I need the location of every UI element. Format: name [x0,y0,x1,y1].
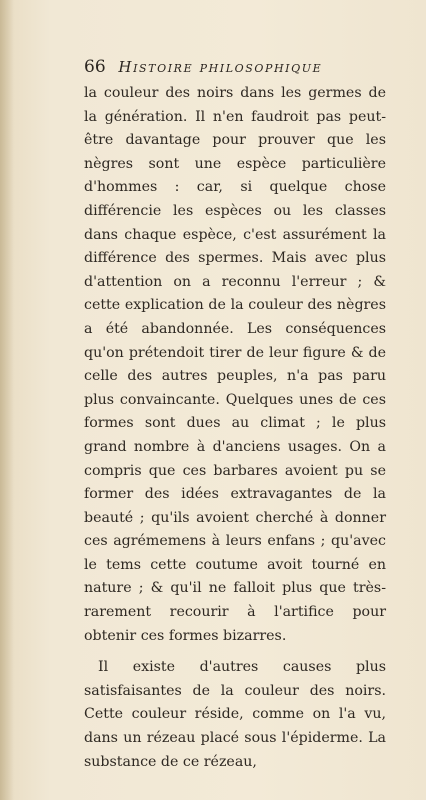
running-title: Histoire philosophique [118,58,323,76]
body-text [84,82,386,774]
paragraph-1: la couleur des noirs dans les germes de la génération. Il n'en faudroit pas peut-être davantage pour prouver que les nègres sont une espèce particulière d'hommes : car, si quelque chose différencie les espèces ou les classes dans chaque espèce, c'est assurément la différence des spermes. Mais avec plus d'attention on a reconnu l'erreur ; & cette explication de la couleur des nègres a été abandonnée. Les conséquences qu'on prétendoit tirer de leur figure & de celle des autres peuples, n'a pas paru plus convaincante. Quelques unes de ces formes sont dues au climat ; le plus grand nombre à d'anciens usages. On a compris que ces barbares avoient pu se former des idées extravagantes de la beauté ; qu'ils avoient cherché à donner ces agrémemens à leurs enfans ; qu'avec le tems cette coutume avoit tourné en nature ; & qu'il ne falloit plus que très-rarement recourir à l'artifice pour obtenir ces formes bizarres. [84,85,386,644]
page-number: 66 [84,57,106,77]
gutter-shadow [0,0,14,800]
running-header [84,54,384,80]
paragraph-2: Il existe d'autres causes plus satisfaisantes de la couleur des noirs. Cette couleur réside, comme on l'a vu, dans un rézeau placé sous l'épiderme. La substance de ce rézeau, [84,659,386,770]
